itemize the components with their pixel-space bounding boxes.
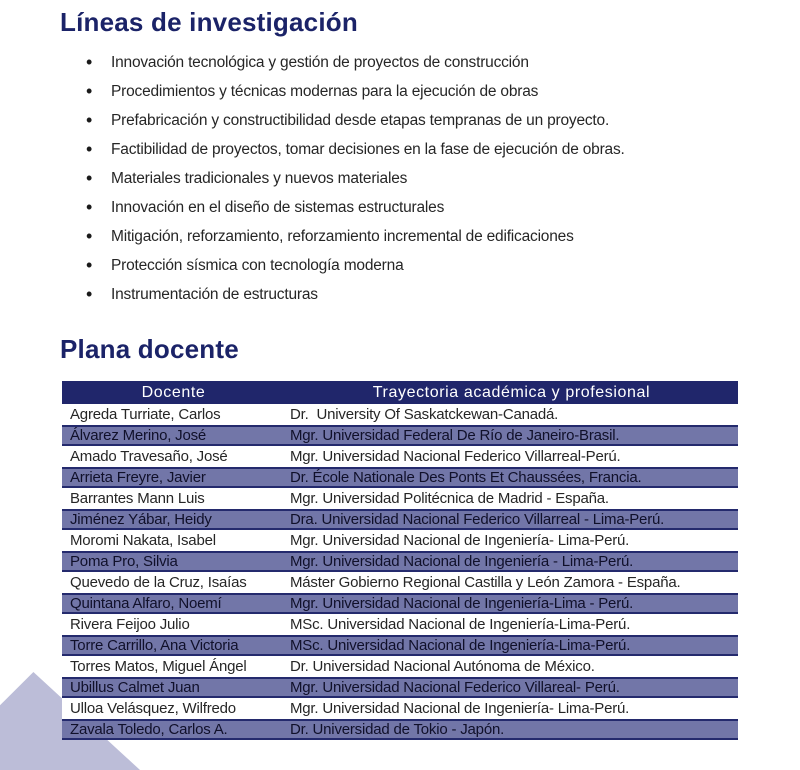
research-lines-list xyxy=(86,54,625,315)
trayectoria-cell: Mgr. Universidad Politécnica de Madrid - España. xyxy=(285,488,738,509)
research-line-item: • Protección sísmica con tecnología moderna xyxy=(86,257,625,286)
table-row xyxy=(62,467,738,488)
table-row xyxy=(62,425,738,446)
trayectoria-cell: Mgr. Universidad Federal De Río de Janeiro-Brasil. xyxy=(285,425,738,446)
docente-cell: Jiménez Yábar, Heidy xyxy=(62,509,285,530)
docente-cell: Moromi Nakata, Isabel xyxy=(62,530,285,551)
research-line-item: • Procedimientos y técnicas modernas para la ejecución de obras xyxy=(86,83,625,112)
research-line-item: • Innovación en el diseño de sistemas estructurales xyxy=(86,199,625,228)
trayectoria-cell: Mgr. Universidad Nacional de Ingeniería- Lima-Perú. xyxy=(285,530,738,551)
table-row xyxy=(62,530,738,551)
column-header-trayectoria: Trayectoria académica y profesional xyxy=(285,381,738,404)
trayectoria-cell: MSc. Universidad Nacional de Ingeniería-Lima-Perú. xyxy=(285,635,738,656)
table-row xyxy=(62,509,738,530)
table-row xyxy=(62,446,738,467)
research-line-item: • Factibilidad de proyectos, tomar decisiones en la fase de ejecución de obras. xyxy=(86,141,625,170)
trayectoria-cell: Máster Gobierno Regional Castilla y León Zamora - España. xyxy=(285,572,738,593)
table-row xyxy=(62,656,738,677)
trayectoria-cell: Mgr. Universidad Nacional de Ingeniería-Lima - Perú. xyxy=(285,593,738,614)
section-title-faculty: Plana docente xyxy=(60,334,239,364)
docente-cell: Álvarez Merino, José xyxy=(62,425,285,446)
research-line-item: • Mitigación, reforzamiento, reforzamiento incremental de edificaciones xyxy=(86,228,625,257)
docente-cell: Torre Carrillo, Ana Victoria xyxy=(62,635,285,656)
table-row xyxy=(62,635,738,656)
faculty-table xyxy=(62,381,738,740)
table-header-row xyxy=(62,381,738,404)
trayectoria-cell: Dr. Universidad de Tokio - Japón. xyxy=(285,719,738,740)
docente-cell: Poma Pro, Silvia xyxy=(62,551,285,572)
table-row xyxy=(62,488,738,509)
research-line-item: • Materiales tradicionales y nuevos materiales xyxy=(86,170,625,199)
docente-cell: Arrieta Freyre, Javier xyxy=(62,467,285,488)
table-row xyxy=(62,551,738,572)
trayectoria-cell: Mgr. Universidad Nacional de Ingeniería - Lima-Perú. xyxy=(285,551,738,572)
docente-cell: Quintana Alfaro, Noemí xyxy=(62,593,285,614)
docente-cell: Zavala Toledo, Carlos A. xyxy=(62,719,285,740)
table-row xyxy=(62,404,738,425)
docente-cell: Amado Travesaño, José xyxy=(62,446,285,467)
column-header-docente: Docente xyxy=(62,381,285,404)
docente-cell: Ulloa Velásquez, Wilfredo xyxy=(62,698,285,719)
research-line-item: • Innovación tecnológica y gestión de proyectos de construcción xyxy=(86,54,625,83)
trayectoria-cell: Mgr. Universidad Nacional Federico Villarreal-Perú. xyxy=(285,446,738,467)
trayectoria-cell: Mgr. Universidad Nacional Federico Villareal- Perú. xyxy=(285,677,738,698)
trayectoria-cell: Dr. Universidad Nacional Autónoma de México. xyxy=(285,656,738,677)
research-line-item: • Instrumentación de estructuras xyxy=(86,286,625,315)
table-row xyxy=(62,614,738,635)
docente-cell: Agreda Turriate, Carlos xyxy=(62,404,285,425)
table-row xyxy=(62,572,738,593)
docente-cell: Quevedo de la Cruz, Isaías xyxy=(62,572,285,593)
table-row xyxy=(62,677,738,698)
table-row xyxy=(62,593,738,614)
trayectoria-cell: Mgr. Universidad Nacional de Ingeniería- Lima-Perú. xyxy=(285,698,738,719)
section-title-research: Líneas de investigación xyxy=(60,7,358,37)
docente-cell: Ubillus Calmet Juan xyxy=(62,677,285,698)
trayectoria-cell: MSc. Universidad Nacional de Ingeniería-Lima-Perú. xyxy=(285,614,738,635)
docente-cell: Rivera Feijoo Julio xyxy=(62,614,285,635)
trayectoria-cell: Dr. École Nationale Des Ponts Et Chaussées, Francia. xyxy=(285,467,738,488)
trayectoria-cell: Dra. Universidad Nacional Federico Villarreal - Lima-Perú. xyxy=(285,509,738,530)
table-row xyxy=(62,698,738,719)
docente-cell: Barrantes Mann Luis xyxy=(62,488,285,509)
research-line-item: • Prefabricación y constructibilidad desde etapas tempranas de un proyecto. xyxy=(86,112,625,141)
trayectoria-cell: Dr. University Of Saskatckewan-Canadá. xyxy=(285,404,738,425)
docente-cell: Torres Matos, Miguel Ángel xyxy=(62,656,285,677)
table-row xyxy=(62,719,738,740)
